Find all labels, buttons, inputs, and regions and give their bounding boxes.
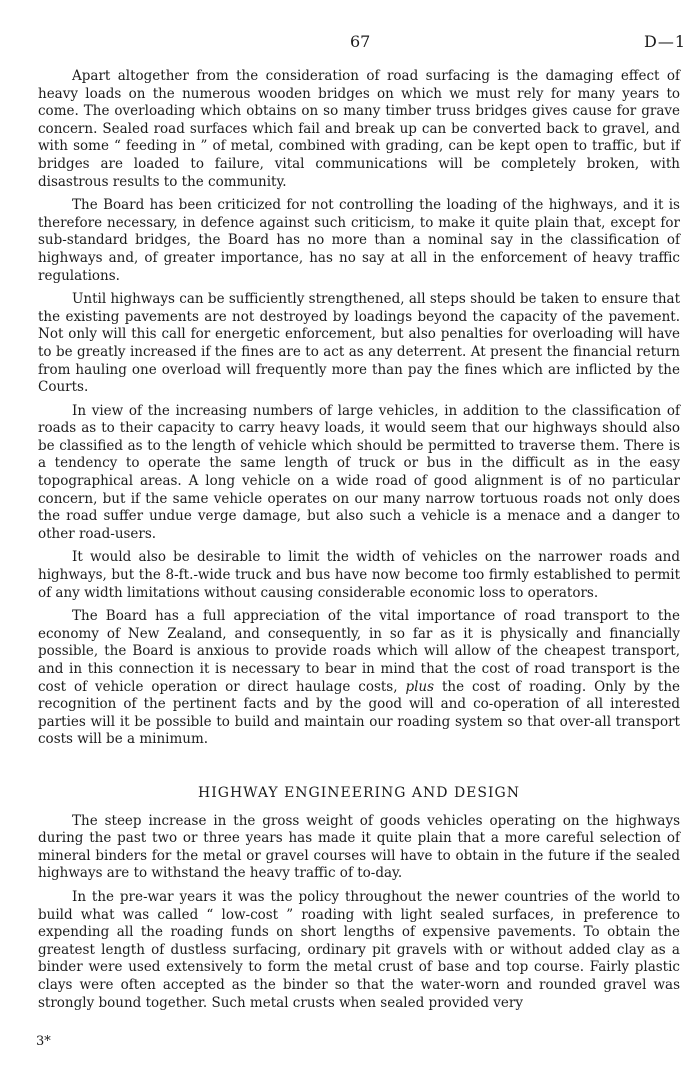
paragraph-bridges: Apart altogether from the consideration of road surfacing is the damaging effect of heavy loads on the numerous wooden bridges on which we must rely for many years to come. The overloading which obtains on so many timber truss bridges gives cause for grave concern. Sealed road surfaces which fail and break up can be converted back to gravel, and with some “ feeding in ” of metal, combined with grading, can be kept open to traffic, but if bridges are loaded to failure, vital communications will be completely broken, with disastrous results to the community.	[38, 68, 680, 190]
paragraph-text-part: The Board has a full appreciation of the vital importance of road transport to the economy of New Zealand, and consequently, in so far as it is physically and financially possible, the Board is anxious to provide roads which will allow of the cheapest transport, and in this connection it is necessary to bear in mind that the cost of road transport is the cost of vehicle operation or direct haulage costs,	[38, 608, 680, 695]
paragraph-board-criticism: The Board has been criticized for not controlling the loading of the highways, and it is therefore necessary, in defence against such criticism, to make it quite plain that, except for sub-standard bridges, the Board has no more than a nominal say in the classification of highways and, of greater importance, has no say at all in the enforcement of heavy traffic regulations.	[38, 197, 680, 284]
body-text	[38, 68, 680, 1018]
signature-mark: 3*	[36, 1034, 51, 1049]
document-code: D—1	[643, 32, 686, 51]
paragraph-transport-economy	[38, 608, 680, 749]
italic-plus: plus	[405, 678, 435, 695]
paragraph-prewar-policy: In the pre-war years it was the policy throughout the newer countries of the world to build what was called “ low-cost ” roading with light sealed surfaces, in preference to expending all the roading funds on short lengths of expensive pavements. To obtain the greatest length of dustless surfacing, ordinary pit gravels with or without added clay as a binder were used extensively to form the metal crust of base and top course. Fairly plastic clays were often accepted as the binder so that the water-worn and rounded gravel was strongly bound together. Such metal crusts when sealed provided very	[38, 888, 680, 1011]
paragraph-text-part: the cost of roading. Only by the recognition of the pertinent facts and by the good will and co-operation of all interested parties will it be possible to build and maintain our roading system so that over-all transport costs will be a minimum.	[38, 678, 680, 748]
paragraph-vehicle-length: In view of the increasing numbers of large vehicles, in addition to the classification of roads as to their capacity to carry heavy loads, it would seem that our highways should also be classified as to the length of vehicle which should be permitted to traverse them. There is a tendency to operate the same length of truck or bus in the difficult as in the easy topographical areas. A long vehicle on a wide road of good alignment is of no particular concern, but if the same vehicle operates on our many narrow tortuous roads not only does the road suffer undue verge damage, but also such a vehicle is a menace and a danger to other road-users.	[38, 402, 680, 542]
page-header	[0, 22, 700, 52]
paragraph-vehicle-width: It would also be desirable to limit the width of vehicles on the narrower roads and highways, but the 8-ft.-wide truck and bus have now become too firmly established to permit of any width limitations without causing considerable economic loss to operators.	[38, 549, 680, 601]
section-heading: HIGHWAY ENGINEERING AND DESIGN	[198, 784, 520, 801]
page-number: 67	[350, 32, 371, 51]
paragraph-gross-weight: The steep increase in the gross weight of goods vehicles operating on the highways during the past two or three years has made it quite plain that a more careful selection of mineral binders for the metal or gravel courses will have to obtain in the future if the sealed highways are to withstand the heavy traffic of to-day.	[38, 812, 680, 882]
paragraph-enforcement: Until highways can be sufficiently strengthened, all steps should be taken to ensure that the existing pavements are not destroyed by loadings beyond the capacity of the pavement. Not only will this call for energetic enforcement, but also penalties for overloading will have to be greatly increased if the fines are to act as any deterrent. At present the financial return from hauling one overload will frequently more than pay the fines which are inflicted by the Courts.	[38, 291, 680, 396]
